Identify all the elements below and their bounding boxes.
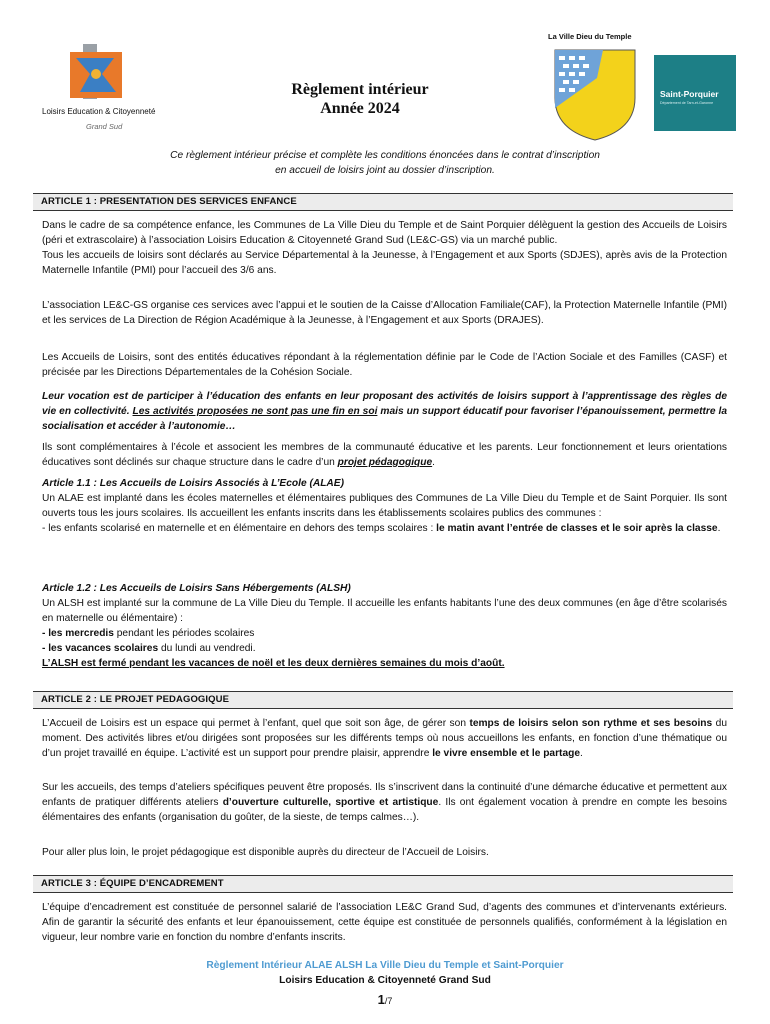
a2-p1-a: L’Accueil de Loisirs est un espace qui permet à l’enfant, quel que soit son âge, de gérer son (42, 718, 470, 729)
a1-sub1-p2-b: le matin avant l’entrée de classes et le soir après la classe (436, 523, 718, 534)
a1-p6 (42, 440, 727, 470)
article1-header (33, 193, 733, 211)
a1-sub2 (42, 581, 727, 671)
ville-coat-of-arms (553, 48, 637, 142)
a2-p2-b: d’ouverture culturelle, sportive et artistique (222, 797, 439, 808)
page-title (240, 80, 480, 118)
a1-p6-c: . (432, 457, 435, 468)
a2-p1-d: le vivre ensemble et le partage (432, 748, 580, 759)
saint-porquier-sub: Département de Tarn-et-Garonne (660, 101, 714, 105)
a3-p1: L’équipe d’encadrement est constituée de personnel salarié de l’association LE&C Grand Sud, d’agents des communes et d’intervenants extérieurs. Afin de garantir la sécurité des enfants et leur épanouissement, cette équipe est constituée de personnels qualifiés, conformément à la législation en vigueur, leur nombre varie en fonction du nombre d’enfants inscrits. (42, 902, 727, 943)
a1-sub2-li1-a: - les mercredis (42, 628, 114, 639)
a1-sub2-li2-b: du lundi au vendredi. (158, 643, 256, 654)
article1-heading: ARTICLE 1 : PRESENTATION DES SERVICES ENFANCE (41, 196, 297, 207)
saint-porquier-logo (654, 55, 736, 131)
page-num: 1 (377, 992, 385, 1007)
a2-p2-a: Sur les accueils, des temps d’ateliers spécifiques peuvent être proposés. Ils s’inscrivent dans la continuité d’une démarche éducative et permettent aux enfants de pratiquer différents ateliers (42, 782, 727, 808)
article2-heading: ARTICLE 2 : LE PROJET PEDAGOGIQUE (41, 694, 230, 705)
intro-text (60, 148, 710, 178)
lec-logo-graphic (40, 44, 170, 106)
a1-sub2-li1 (42, 626, 727, 641)
a1-p1-2 (42, 218, 727, 278)
saint-porquier-label: Saint-Porquier (660, 89, 719, 99)
a1-sub2-title: Article 1.2 : Les Accueils de Loisirs Sans Hébergements (ALSH) (42, 583, 351, 594)
page-total: /7 (384, 996, 393, 1006)
a2-p2 (42, 780, 727, 825)
a1-sub2-closed: L’ALSH est fermé pendant les vacances de noël et les deux dernières semaines du mois d’août. (42, 658, 505, 669)
intro-line1: Ce règlement intérieur précise et complète les conditions énoncées dans le contrat d’inscription (170, 150, 600, 161)
a1-p6-b: projet pédagogique (337, 457, 433, 468)
article3-header (33, 875, 733, 893)
a1-sub2-p1: Un ALSH est implanté sur la commune de La Ville Dieu du Temple. Il accueille les enfants habitants l’une des deux communes (en âge d’être scolarisés en maternelle ou élémentaire) : (42, 598, 727, 624)
a1-sub1 (42, 476, 727, 536)
a1-p5-c: mais un support éducatif pour favoriser l’épanouissement, permettre la socialisation et accéder à l’autonomie… (42, 406, 728, 432)
article3-heading: ARTICLE 3 : ÉQUIPE D’ENCADREMENT (41, 878, 224, 889)
article2-header (33, 691, 733, 709)
a2-p2-c: . Ils ont également vocation à prendre en compte les besoins élémentaires des enfants (organisation du goûter, de la sieste, de temps calmes…). (42, 797, 728, 823)
intro-line2: en accueil de loisirs joint au dossier d’inscription. (275, 165, 495, 176)
a2-p3: Pour aller plus loin, le projet pédagogique est disponible auprès du directeur de l’Accueil de Loisirs. (42, 847, 489, 858)
a1-p4: Les Accueils de Loisirs, sont des entités éducatives répondant à la réglementation définie par le Code de l’Action Sociale et des Familles (CASF) et précisée par les Directions Départementales de la Cohésion Sociale. (42, 352, 727, 378)
lec-logo-subtitle: Grand Sud (86, 122, 123, 131)
a2-p1 (42, 716, 727, 761)
a1-sub1-p2 (42, 521, 727, 536)
a1-p3: L’association LE&C-GS organise ces services avec l’appui et le soutien de la Caisse d’Allocation Familiale(CAF), la Protection Maternelle Infantile (PMI) et les services de La Direction de Région Académique à la Jeunesse, à l’Engagement et aux Sports (DRAJES). (42, 300, 727, 326)
a2-p1-b: temps de loisirs selon son rythme et ses besoins (469, 718, 713, 729)
a1-p5-a: Leur vocation est de participer à l’éducation des enfants en leur proposant des activités de loisirs support à l’apprentissage des règles de vie en collectivité. (42, 391, 727, 417)
footer (0, 958, 770, 1009)
footer-line1: Règlement Intérieur ALAE ALSH La Ville Dieu du Temple et Saint-Porquier (206, 960, 564, 971)
a1-sub2-li1-b: pendant les périodes scolaires (113, 628, 255, 639)
lec-logo-title: Loisirs Education & Citoyenneté (42, 107, 156, 116)
footer-line2: Loisirs Education & Citoyenneté Grand Sud (279, 975, 491, 986)
ville-label: La Ville Dieu du Temple (548, 32, 632, 41)
a2-p1-c: du moment. Des activités libres et/ou dirigées sont proposées sur les différents temps où nous accueillons les enfants, en fonction d’une thématique ou d’un projet travaillé en équipe. L’activité est un support pour prendre plaisir, apprendre (42, 718, 727, 759)
a1-sub1-title: Article 1.1 : Les Accueils de Loisirs Associés à L’Ecole (ALAE) (42, 478, 344, 489)
a1-sub1-p2-a: - les enfants scolarisé en maternelle et en élémentaire en dehors des temps scolaires : (42, 523, 437, 534)
a1-sub2-li2-a: - les vacances scolaires (42, 643, 159, 654)
a1-sub1-p2-c: . (717, 523, 721, 534)
a1-p2: Tous les accueils de loisirs sont déclarés au Service Départemental à la Jeunesse, à l’Engagement et aux Sports (SDJES), après avis de la Protection Maternelle Infantile (PMI) pour l’accueil des 3/6 ans. (42, 250, 727, 276)
a1-sub2-li2 (42, 641, 727, 656)
a1-p1: Dans le cadre de sa compétence enfance, les Communes de La Ville Dieu du Temple et de Saint Porquier délèguent la gestion des Accueils de Loisirs (péri et extrascolaire) à l’association Loisirs Education & Citoyenneté Grand Sud (LE&C-GS) via un marché public. (42, 220, 727, 246)
title-line2: Année 2024 (320, 100, 400, 117)
a2-p1-e: . (580, 748, 583, 759)
lec-logo (40, 44, 170, 144)
a1-p6-a: Ils sont complémentaires à l’école et associent les membres de la communauté éducative et les parents. Leur fonctionnement et leurs orientations éducatives sont déclinés sur chaque structure dans le cadre d’un (42, 442, 727, 468)
page-number (0, 991, 770, 1009)
a1-sub1-p1: Un ALAE est implanté dans les écoles maternelles et élémentaires publiques des Communes de La Ville Dieu du Temple et de Saint Porquier. Ils sont ouverts tous les jours scolaires. Ils accueillent les enfants inscrits dans les établissements scolaires publics des communes : (42, 493, 727, 519)
a1-p5-b: Les activités proposées ne sont pas une fin en soi (132, 406, 378, 417)
title-line1: Règlement intérieur (291, 81, 429, 98)
a1-p5 (42, 389, 727, 434)
